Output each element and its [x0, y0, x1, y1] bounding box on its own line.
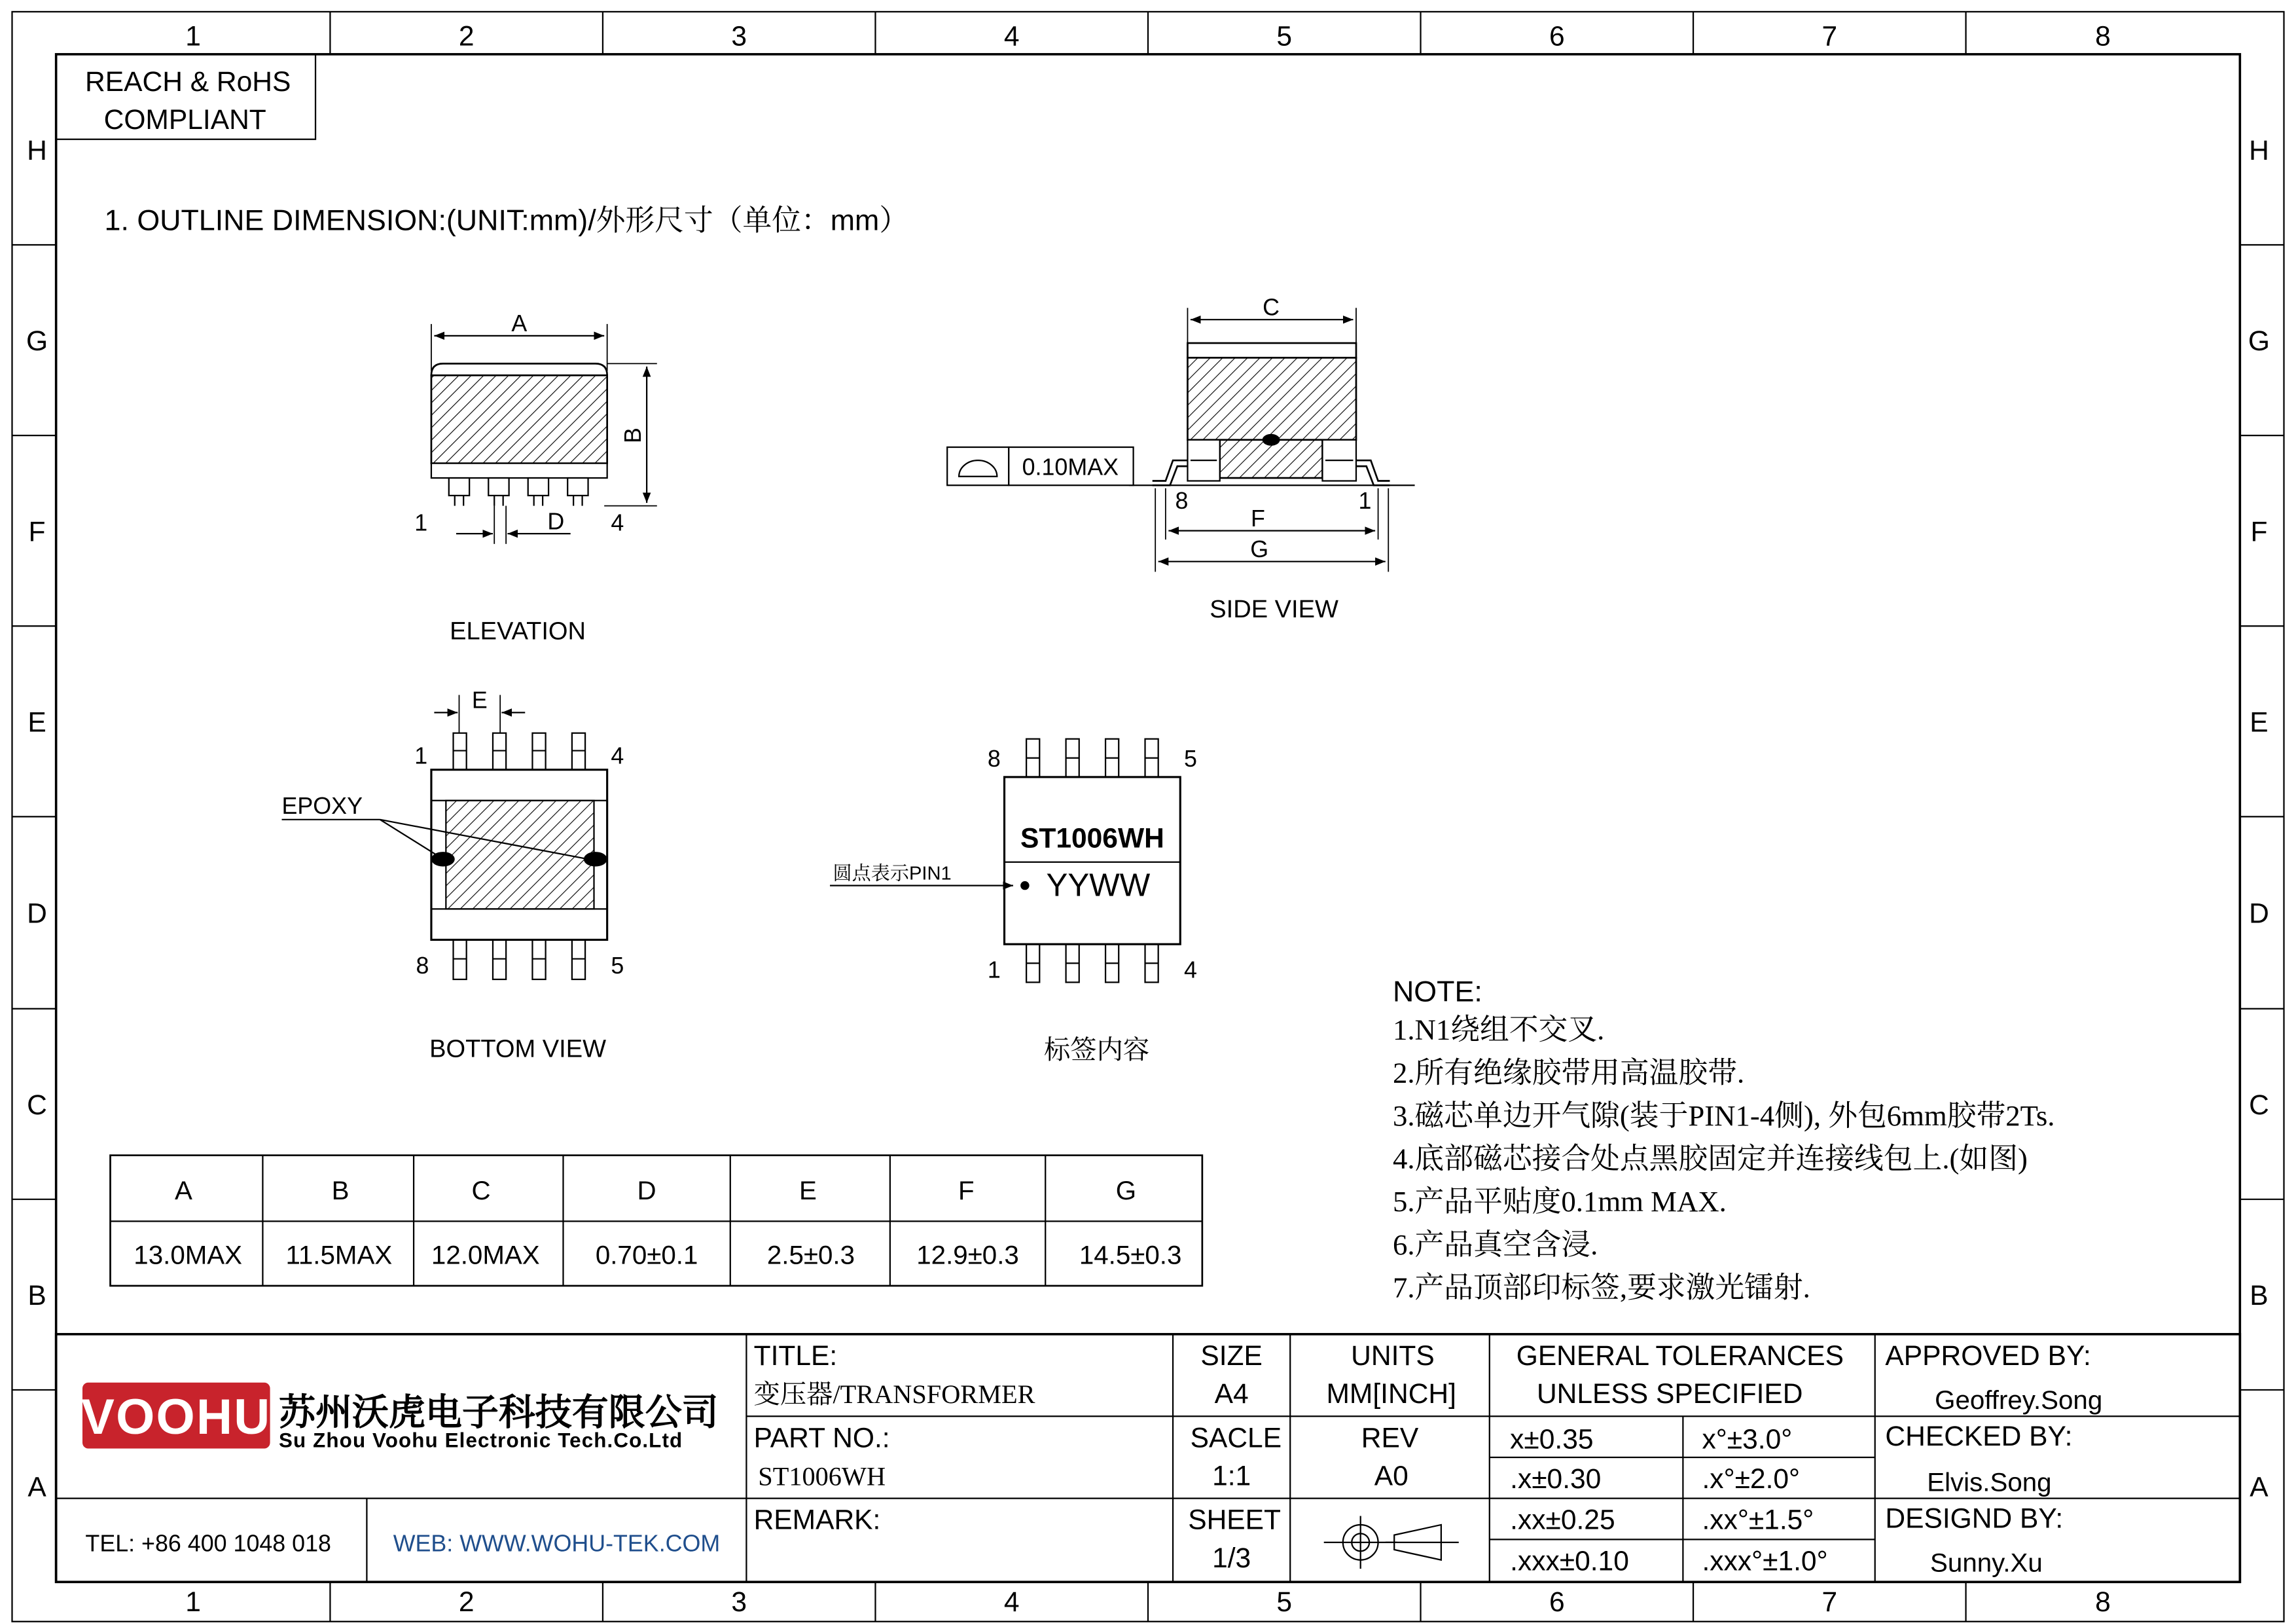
pin — [488, 478, 509, 496]
compliance-box — [56, 54, 315, 139]
table-header-cell: E — [799, 1175, 817, 1205]
zone-row-label: H — [27, 135, 47, 167]
designed-value: Sunny.Xu — [1930, 1548, 2043, 1578]
note-item: 7.产品顶部印标签,要求激光镭射. — [1392, 1271, 1810, 1304]
zone-row-label: H — [2249, 135, 2269, 167]
side-pin-1: 1 — [1358, 488, 1372, 515]
units-value: MM[INCH] — [1326, 1378, 1456, 1410]
side-view — [947, 294, 1414, 623]
zone-row-label: D — [2249, 898, 2269, 930]
zone-row-label: B — [2250, 1280, 2269, 1312]
rev-value: A0 — [1374, 1460, 1408, 1492]
table-value-cell: 12.0MAX — [431, 1240, 540, 1270]
table-header-cell: A — [175, 1175, 192, 1205]
table-header-cell: B — [331, 1175, 350, 1205]
checked-label: CHECKED BY: — [1885, 1421, 2073, 1453]
label-pin-4: 4 — [1183, 957, 1197, 983]
tolerance-linear: .x±0.30 — [1510, 1463, 1602, 1495]
company-web: WEB: WWW.WOHU-TEK.COM — [393, 1530, 721, 1557]
bottom-pin-4: 4 — [611, 742, 624, 769]
zone-row-label: F — [28, 516, 46, 548]
title-label: TITLE: — [753, 1340, 838, 1372]
zone-row-label: A — [27, 1471, 46, 1503]
zone-col-label: 3 — [731, 20, 747, 52]
company-name-cn: 苏州沃虎电子科技有限公司 — [279, 1391, 719, 1433]
tolerance-linear: .xxx±0.10 — [1510, 1545, 1629, 1577]
table-header-cell: D — [637, 1175, 656, 1205]
bottom-pin-5: 5 — [611, 952, 624, 979]
pin — [449, 478, 469, 496]
units-label: UNITS — [1351, 1340, 1435, 1372]
zone-row-label: E — [27, 706, 46, 739]
flatness-value: 0.10MAX — [1022, 454, 1119, 481]
label-pin-5: 5 — [1183, 746, 1197, 773]
tolerances-heading-1: GENERAL TOLERANCES — [1516, 1340, 1844, 1372]
tolerance-angular: .x°±2.0° — [1702, 1463, 1801, 1495]
tolerance-linear: x±0.35 — [1510, 1423, 1594, 1455]
zone-col-label: 7 — [1821, 1586, 1838, 1618]
company-name-en: Su Zhou Voohu Electronic Tech.Co.Ltd — [279, 1429, 683, 1452]
title-block — [56, 1334, 2240, 1582]
projection-symbol-icon — [1324, 1516, 1459, 1569]
zone-row-label: B — [27, 1280, 46, 1312]
side-dim-c: C — [1263, 294, 1280, 321]
pin1-note: 圆点表示PIN1 — [833, 863, 952, 884]
sheet-label: SHEET — [1188, 1504, 1282, 1536]
zone-row-label: A — [2250, 1471, 2269, 1503]
label-pin-1: 1 — [987, 957, 1001, 983]
title-value: 变压器/TRANSFORMER — [753, 1379, 1035, 1410]
tolerances-heading-2: UNLESS SPECIFIED — [1536, 1378, 1803, 1410]
table-header-cell: G — [1115, 1175, 1137, 1205]
approved-value: Geoffrey.Song — [1935, 1385, 2103, 1415]
elevation-pin-1: 1 — [414, 509, 428, 536]
zone-col-label: 1 — [185, 20, 201, 52]
elevation-dim-d: D — [547, 508, 565, 535]
zone-col-label: 7 — [1821, 20, 1838, 52]
zone-col-label: 3 — [731, 1586, 747, 1618]
label-part-marking: ST1006WH — [1020, 822, 1164, 854]
notes-block — [1393, 976, 2055, 1304]
note-item: 1.N1绕组不交叉. — [1392, 1013, 1605, 1046]
tolerance-linear: .xx±0.25 — [1510, 1504, 1615, 1536]
zone-col-label: 2 — [458, 20, 475, 52]
side-dim-g: G — [1250, 536, 1269, 562]
zone-col-label: 4 — [1003, 20, 1020, 52]
zone-row-label: C — [2249, 1089, 2269, 1121]
bottom-dim-e: E — [471, 687, 488, 714]
section-heading: 1. OUTLINE DIMENSION:(UNIT:mm)/外形尺寸（单位：mm） — [104, 204, 909, 237]
size-label: SIZE — [1200, 1340, 1263, 1372]
bottom-pin-1: 1 — [414, 742, 428, 769]
zone-row-label: E — [2250, 706, 2269, 739]
note-item: 6.产品真空含浸. — [1392, 1228, 1598, 1261]
label-date-code: YYWW — [1046, 867, 1151, 903]
tolerance-angular: .xx°±1.5° — [1702, 1504, 1814, 1536]
elevation-pin-4: 4 — [611, 509, 624, 536]
table-value-cell: 12.9±0.3 — [916, 1240, 1019, 1270]
checked-value: Elvis.Song — [1927, 1467, 2052, 1497]
company-logo-text: VOOHU — [81, 1389, 272, 1446]
zone-col-label: 6 — [1549, 1586, 1565, 1618]
elevation-dim-a: A — [511, 310, 528, 337]
table-value-cell: 0.70±0.1 — [595, 1240, 698, 1270]
table-value-cell: 11.5MAX — [285, 1240, 393, 1270]
zone-col-label: 8 — [2095, 20, 2111, 52]
sheet-value: 1/3 — [1212, 1542, 1251, 1574]
elevation-dim-b: B — [620, 428, 647, 444]
label-view-caption: 标签内容 — [1044, 1034, 1150, 1065]
note-item: 4.底部磁芯接合处点黑胶固定并连接线包上.(如图) — [1392, 1142, 2028, 1175]
table-value-cell: 14.5±0.3 — [1079, 1240, 1182, 1270]
bottom-view-caption: BOTTOM VIEW — [429, 1035, 606, 1063]
elevation-caption: ELEVATION — [450, 617, 586, 646]
epoxy-label: EPOXY — [281, 792, 363, 819]
side-pin-8: 8 — [1175, 488, 1189, 515]
side-dim-f: F — [1251, 505, 1265, 532]
zone-row-label: G — [2248, 325, 2270, 357]
zone-col-label: 5 — [1276, 20, 1293, 52]
remark-label: REMARK: — [753, 1504, 881, 1536]
zone-col-label: 6 — [1549, 20, 1565, 52]
zone-row-label: F — [2250, 516, 2268, 548]
table-header-cell: C — [471, 1175, 491, 1205]
zone-row-label: D — [27, 898, 47, 930]
approved-label: APPROVED BY: — [1885, 1340, 2091, 1372]
scale-value: 1:1 — [1212, 1460, 1251, 1492]
pin — [528, 478, 548, 496]
label-pin-8: 8 — [987, 746, 1001, 773]
compliance-line2: COMPLIANT — [103, 104, 266, 136]
dimension-table — [111, 1156, 1202, 1286]
bottom-pin-8: 8 — [416, 952, 429, 979]
tolerance-angular: x°±3.0° — [1702, 1423, 1793, 1455]
bottom-view — [282, 687, 624, 1063]
company-tel: TEL: +86 400 1048 018 — [85, 1530, 331, 1557]
elevation-view — [414, 310, 657, 645]
zone-col-label: 5 — [1276, 1586, 1293, 1618]
part-no-label: PART NO.: — [753, 1422, 890, 1454]
zone-col-label: 8 — [2095, 1586, 2111, 1618]
compliance-line1: REACH & RoHS — [85, 65, 291, 98]
label-view — [830, 739, 1197, 1065]
part-no-value: ST1006WH — [758, 1461, 886, 1491]
tolerance-angular: .xxx°±1.0° — [1702, 1545, 1828, 1577]
note-item: 2.所有绝缘胶带用高温胶带. — [1392, 1056, 1745, 1089]
zone-col-label: 4 — [1003, 1586, 1020, 1618]
table-header-cell: F — [958, 1175, 975, 1205]
side-view-caption: SIDE VIEW — [1210, 595, 1338, 623]
rev-label: REV — [1361, 1422, 1419, 1454]
table-value-cell: 13.0MAX — [134, 1240, 243, 1270]
zone-row-label: G — [26, 325, 48, 357]
scale-label: SACLE — [1190, 1422, 1282, 1454]
note-item: 3.磁芯单边开气隙(装于PIN1-4侧), 外包6mm胶带2Ts. — [1392, 1099, 2055, 1132]
size-value: A4 — [1214, 1378, 1249, 1410]
zone-col-label: 2 — [458, 1586, 475, 1618]
table-value-cell: 2.5±0.3 — [766, 1240, 855, 1270]
zone-col-label: 1 — [185, 1586, 201, 1618]
note-item: 5.产品平贴度0.1mm MAX. — [1392, 1185, 1727, 1218]
pin — [567, 478, 588, 496]
zone-row-label: C — [27, 1089, 47, 1121]
designed-label: DESIGND BY: — [1885, 1503, 2064, 1535]
notes-title: NOTE: — [1392, 975, 1482, 1008]
